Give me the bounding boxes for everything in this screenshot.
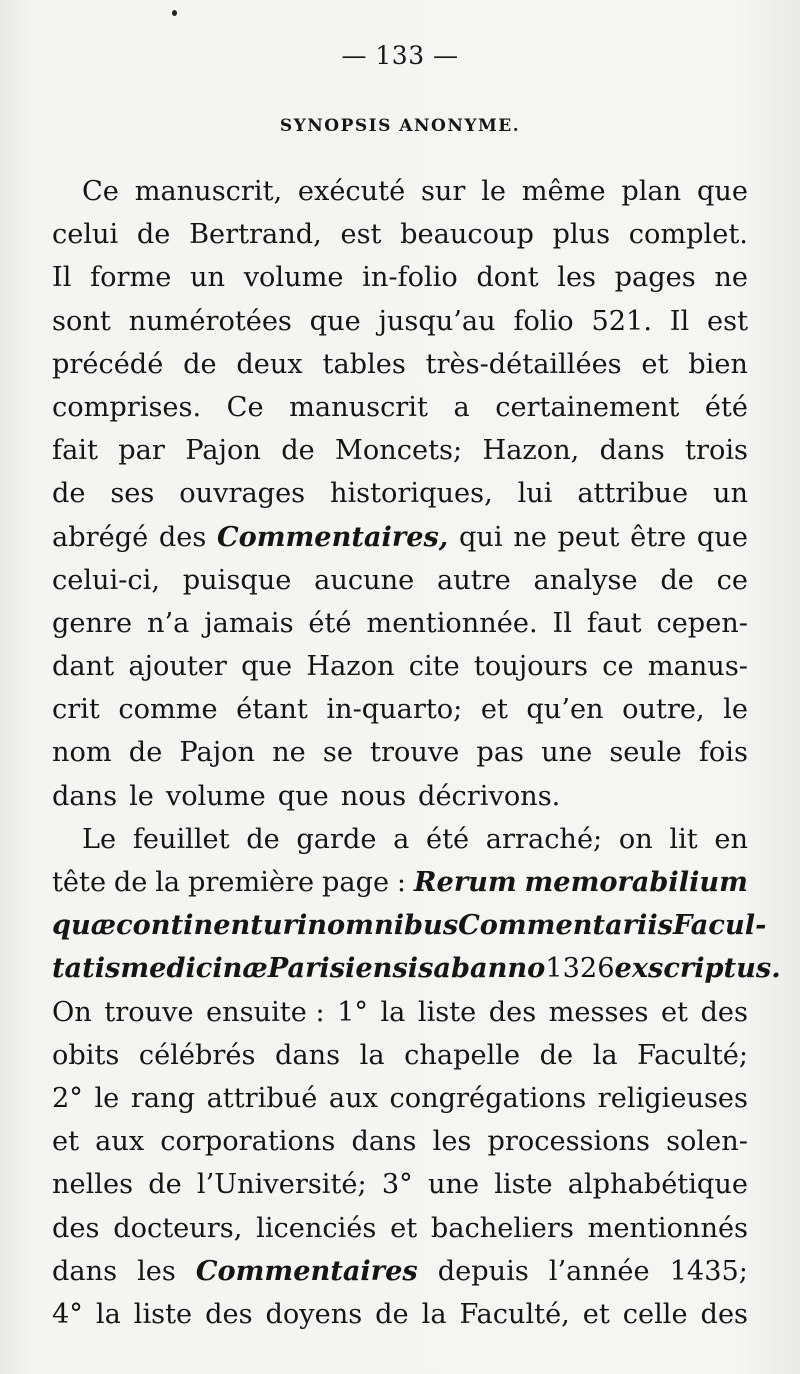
word: toujours <box>473 651 588 683</box>
word: et <box>52 1126 80 1158</box>
word: licenciés <box>256 1212 377 1244</box>
italic-word: Parisiensis <box>267 952 434 985</box>
word: lui <box>517 478 553 510</box>
word: sur <box>420 176 466 207</box>
word: et <box>660 996 688 1028</box>
text-line <box>52 947 781 990</box>
word: que <box>696 521 748 553</box>
word: feuillet <box>132 823 230 855</box>
word: pas <box>476 737 524 769</box>
running-head: SYNOPSIS ANONYME. <box>279 116 521 136</box>
word: seule <box>609 737 682 769</box>
word: une <box>427 1169 480 1201</box>
word: exécuté <box>297 176 406 207</box>
word: Ce <box>82 176 119 207</box>
word: que <box>277 780 329 812</box>
text-line <box>52 213 748 256</box>
paragraph <box>52 818 781 1336</box>
word: crit <box>52 694 100 726</box>
word: le <box>723 694 748 726</box>
word: des <box>52 1212 100 1244</box>
word: bacheliers <box>430 1212 574 1244</box>
word: peut <box>557 521 620 553</box>
text-line <box>52 1034 748 1077</box>
word: on <box>618 823 653 855</box>
word: manus- <box>647 651 748 683</box>
word: a <box>393 823 410 855</box>
word: fois <box>698 737 748 769</box>
text-line <box>52 559 748 602</box>
word: Faculté; <box>637 1039 748 1071</box>
word: de <box>183 348 217 380</box>
italic-word: Commentariis <box>458 909 673 942</box>
italic-word: Rerum <box>413 866 517 898</box>
word: est <box>707 305 748 337</box>
word: forme <box>90 262 172 294</box>
word: folio <box>513 305 574 337</box>
italic-word: continentur <box>116 909 297 942</box>
word: dans <box>52 780 118 812</box>
word: solen- <box>666 1126 748 1158</box>
word: cite <box>408 651 460 683</box>
text-line <box>52 688 748 731</box>
word: Pajon <box>179 737 256 769</box>
word: dans <box>599 435 665 467</box>
word: que <box>241 651 293 683</box>
ink-speck <box>172 10 177 16</box>
text-line <box>52 1293 748 1336</box>
word: sont <box>52 305 111 337</box>
word: l’Université; <box>196 1169 367 1201</box>
word: faut <box>586 607 642 639</box>
word: ne <box>714 262 748 294</box>
word: Il <box>52 262 72 294</box>
word: manuscrit, <box>134 176 283 207</box>
text-line <box>52 343 748 386</box>
word: volume <box>243 262 344 294</box>
word: dans <box>351 1126 417 1158</box>
word: étant <box>236 694 308 726</box>
word: ses <box>110 478 155 510</box>
italic-word: Commentaires <box>195 1254 418 1287</box>
italic-word: exscriptus. <box>614 952 781 985</box>
word: même <box>521 176 606 207</box>
word: trouve <box>370 737 460 769</box>
italic-word: ab <box>433 952 471 985</box>
word: de <box>113 867 148 898</box>
word: se <box>322 737 353 769</box>
word: beaucoup <box>400 219 534 251</box>
word: garde <box>296 823 377 855</box>
text-line <box>52 386 748 429</box>
word: décrivons. <box>418 780 561 812</box>
word: aux <box>328 1082 378 1114</box>
word: comprises. <box>52 391 202 423</box>
word: de <box>660 564 694 596</box>
word: nous <box>340 780 407 812</box>
word: la <box>421 1298 447 1330</box>
word: deux <box>236 348 303 380</box>
word: n’a <box>146 607 190 639</box>
word: Le <box>82 823 117 855</box>
text-line <box>52 991 748 1034</box>
word: ce <box>602 651 634 683</box>
word: Il <box>552 607 572 639</box>
word: manuscrit <box>289 391 428 423</box>
word: la <box>592 1039 618 1071</box>
word: par <box>118 435 165 467</box>
word: et <box>480 694 508 726</box>
word: les <box>137 1255 176 1287</box>
italic-word: Facul- <box>672 909 767 942</box>
word: la <box>155 867 181 898</box>
word: page <box>321 867 390 898</box>
word: attribué <box>206 1082 318 1114</box>
word: qu’en <box>526 694 604 726</box>
word: une <box>541 737 593 769</box>
word: de <box>136 219 171 251</box>
word: de <box>52 478 86 510</box>
italic-word: medicinæ <box>120 952 268 985</box>
word: et <box>641 348 669 380</box>
word: religieuses <box>597 1082 748 1114</box>
word: être <box>630 521 687 553</box>
word: nom <box>52 737 112 769</box>
word: mentionnés <box>587 1212 748 1244</box>
word: in-folio <box>362 262 458 294</box>
word: congrégations <box>389 1082 587 1114</box>
text-line <box>52 1120 748 1163</box>
word: célébrés <box>138 1039 256 1071</box>
word: Ce <box>226 391 264 423</box>
word: On <box>52 996 92 1028</box>
word: complet. <box>628 219 748 251</box>
word: dans <box>52 1255 118 1287</box>
word: de <box>281 435 315 467</box>
word: cepen- <box>656 607 748 639</box>
word: 521. <box>591 305 652 337</box>
word: première <box>187 867 315 898</box>
word: celui-ci, <box>52 564 160 596</box>
word: obits <box>52 1039 120 1071</box>
text-line <box>52 256 748 299</box>
word: des <box>488 996 537 1028</box>
word: été <box>308 607 352 639</box>
word: comme <box>118 694 218 726</box>
word: aux <box>95 1126 145 1158</box>
word: Pajon <box>185 435 261 467</box>
text-line <box>52 861 748 904</box>
word: outre, <box>622 694 705 726</box>
word: ouvrages <box>179 478 306 510</box>
word: bien <box>688 348 748 380</box>
word: messes <box>548 996 649 1028</box>
word: Hazon <box>306 651 395 683</box>
word: liste <box>494 1169 553 1201</box>
word: in-quarto; <box>326 694 463 726</box>
paragraph <box>52 170 748 818</box>
page-number: — 133 — <box>341 41 459 70</box>
word: chapelle <box>404 1039 521 1071</box>
word: été <box>426 823 470 855</box>
text-line <box>52 602 748 645</box>
word: puisque <box>182 564 292 596</box>
word: Moncets; <box>335 435 463 467</box>
word: fait <box>52 435 98 467</box>
italic-word: tatis <box>52 952 121 985</box>
text-line <box>52 775 748 818</box>
word: très-détaillées <box>425 348 622 380</box>
word: dans <box>275 1039 341 1071</box>
word: lit <box>669 823 698 855</box>
word: de <box>128 737 163 769</box>
text-line <box>52 170 748 213</box>
word: de <box>375 1298 409 1330</box>
word: précédé <box>52 348 164 380</box>
text-line <box>52 731 748 774</box>
word: rang <box>130 1082 195 1114</box>
word: plus <box>552 219 611 251</box>
word: autre <box>437 564 511 596</box>
word: abrégé <box>52 521 149 553</box>
word: numérotées <box>128 305 292 337</box>
word: pages <box>614 262 696 294</box>
word: un <box>712 478 748 510</box>
text-line <box>52 1077 748 1120</box>
text-line <box>52 516 748 559</box>
word: celle <box>622 1298 688 1330</box>
text-line <box>52 1250 748 1293</box>
word: ajouter <box>128 651 227 683</box>
word: des <box>205 1298 253 1330</box>
text-line <box>52 1163 748 1206</box>
word: des <box>700 996 748 1028</box>
word: liste <box>133 1298 193 1330</box>
word: la <box>380 996 406 1028</box>
word: doyens <box>265 1298 363 1330</box>
word: : <box>396 867 407 898</box>
word: 1326 <box>545 953 615 985</box>
italic-word: Commentaires, <box>217 520 449 553</box>
word: docteurs, <box>113 1212 243 1244</box>
text-line <box>52 300 748 343</box>
word: le <box>94 1082 120 1114</box>
word: des <box>158 521 207 553</box>
text-line <box>52 472 748 515</box>
word: les <box>432 1126 472 1158</box>
word: aucune <box>314 564 415 596</box>
italic-word: memorabilium <box>524 866 748 898</box>
word: nelles <box>52 1169 134 1201</box>
word: et <box>390 1212 418 1244</box>
word: Faculté, <box>459 1298 570 1330</box>
word: la <box>359 1039 385 1071</box>
word: les <box>557 262 596 294</box>
word: été <box>704 391 748 423</box>
italic-word: quæ <box>52 909 117 942</box>
word: certainement <box>495 391 680 423</box>
word: ne <box>513 521 547 553</box>
word: la <box>95 1298 121 1330</box>
text-line <box>52 904 767 947</box>
text-line <box>52 645 748 688</box>
word: mentionnée. <box>366 607 538 639</box>
word: jamais <box>204 607 294 639</box>
word: plan <box>621 176 682 207</box>
word: tables <box>322 348 406 380</box>
word: l’année <box>548 1255 650 1287</box>
body-text <box>52 170 781 1336</box>
word: un <box>190 262 226 294</box>
word: celui <box>52 219 119 251</box>
text-line <box>52 818 748 861</box>
word: trouve <box>104 996 194 1028</box>
word: volume <box>165 780 266 812</box>
text-line <box>52 429 748 472</box>
word: dant <box>52 651 115 683</box>
word: de <box>246 823 280 855</box>
word: dont <box>476 262 539 294</box>
italic-word: anno <box>470 952 546 985</box>
word: attribue <box>577 478 689 510</box>
italic-word: in <box>296 909 328 942</box>
word: ensuite : <box>206 996 325 1028</box>
word: 1435; <box>669 1255 748 1287</box>
word: 1° <box>337 996 368 1028</box>
word: tête <box>52 867 107 898</box>
word: corporations <box>160 1126 336 1158</box>
word: en <box>714 823 748 855</box>
word: processions <box>487 1126 650 1158</box>
text-line <box>52 1207 748 1250</box>
word: Bertrand, <box>189 219 322 251</box>
word: 4° <box>52 1298 83 1330</box>
word: depuis <box>437 1255 529 1287</box>
word: qui <box>458 521 503 553</box>
word: arraché; <box>485 823 603 855</box>
word: le <box>481 176 507 207</box>
word: jusqu’au <box>378 305 496 337</box>
word: alphabétique <box>567 1169 748 1201</box>
word: de <box>148 1169 182 1201</box>
word: de <box>539 1039 574 1071</box>
italic-word: omnibus <box>327 909 459 942</box>
word: historiques, <box>329 478 493 510</box>
word: 3° <box>381 1169 413 1201</box>
word: a <box>453 391 470 423</box>
word: des <box>700 1298 748 1330</box>
word: ce <box>716 564 748 596</box>
word: trois <box>685 435 748 467</box>
word: Il <box>669 305 690 337</box>
word: le <box>129 780 154 812</box>
word: analyse <box>533 564 638 596</box>
word: et <box>582 1298 610 1330</box>
word: liste <box>417 996 477 1028</box>
word: Hazon, <box>482 435 580 467</box>
word: que <box>696 176 748 207</box>
word: est <box>340 219 382 251</box>
word: 2° <box>52 1082 83 1114</box>
word: que <box>309 305 361 337</box>
word: genre <box>52 607 133 639</box>
word: ne <box>272 737 306 769</box>
